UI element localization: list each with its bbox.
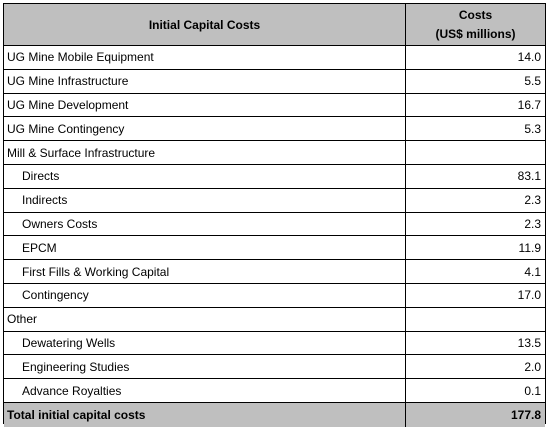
table-row: [4, 165, 545, 189]
row-value: 16.7: [517, 97, 541, 112]
table-row: [4, 260, 545, 284]
row-value: 0.1: [524, 383, 541, 398]
row-value: 2.3: [524, 216, 541, 231]
row-value: [406, 308, 545, 331]
table-row: [4, 213, 545, 237]
row-value: 11.9: [518, 240, 541, 255]
row-value: 4.1: [524, 264, 541, 279]
section-label: Mill & Surface Infrastructure: [4, 141, 406, 164]
table-row: [4, 379, 545, 403]
total-row: [4, 403, 545, 427]
row-label: EPCM: [4, 236, 406, 259]
row-label: Advance Royalties: [4, 379, 406, 402]
row-label: UG Mine Contingency: [4, 117, 406, 140]
section-label: Other: [4, 308, 406, 331]
row-value: 83.1: [517, 169, 541, 184]
row-value: 17.0: [517, 288, 541, 303]
row-label: Owners Costs: [4, 213, 406, 236]
row-value: 2.3: [524, 193, 541, 208]
row-label: UG Mine Development: [4, 94, 406, 117]
row-value: 5.3: [524, 121, 541, 136]
row-label: Indirects: [4, 189, 406, 212]
header-item: Initial Capital Costs: [4, 4, 406, 45]
table-row: [4, 236, 545, 260]
row-value: 14.0: [517, 50, 541, 65]
row-label: Contingency: [4, 284, 406, 307]
capital-costs-table: [3, 3, 546, 424]
section-row: [4, 141, 545, 165]
table-row: [4, 332, 545, 356]
table-row: [4, 189, 545, 213]
row-label: UG Mine Mobile Equipment: [4, 46, 406, 69]
section-row: [4, 308, 545, 332]
row-value: 5.5: [524, 74, 541, 89]
table-row: [4, 117, 545, 141]
header-costs-line1: Costs: [458, 7, 493, 22]
row-value: [406, 141, 545, 164]
header-costs: [406, 4, 545, 45]
table-header-row: [4, 4, 545, 46]
row-label: First Fills & Working Capital: [4, 260, 406, 283]
table-row: [4, 94, 545, 118]
table-row: [4, 70, 545, 94]
row-value: 2.0: [524, 359, 541, 374]
table-row: [4, 284, 545, 308]
header-costs-line2: (US$ millions): [435, 26, 516, 41]
row-label: Engineering Studies: [4, 355, 406, 378]
total-label: Total initial capital costs: [4, 403, 406, 427]
table-row: [4, 46, 545, 70]
total-value: 177.8: [510, 407, 541, 422]
row-label: Directs: [4, 165, 406, 188]
table-row: [4, 355, 545, 379]
row-label: Dewatering Wells: [4, 332, 406, 355]
row-label: UG Mine Infrastructure: [4, 70, 406, 93]
row-value: 13.5: [517, 335, 541, 350]
